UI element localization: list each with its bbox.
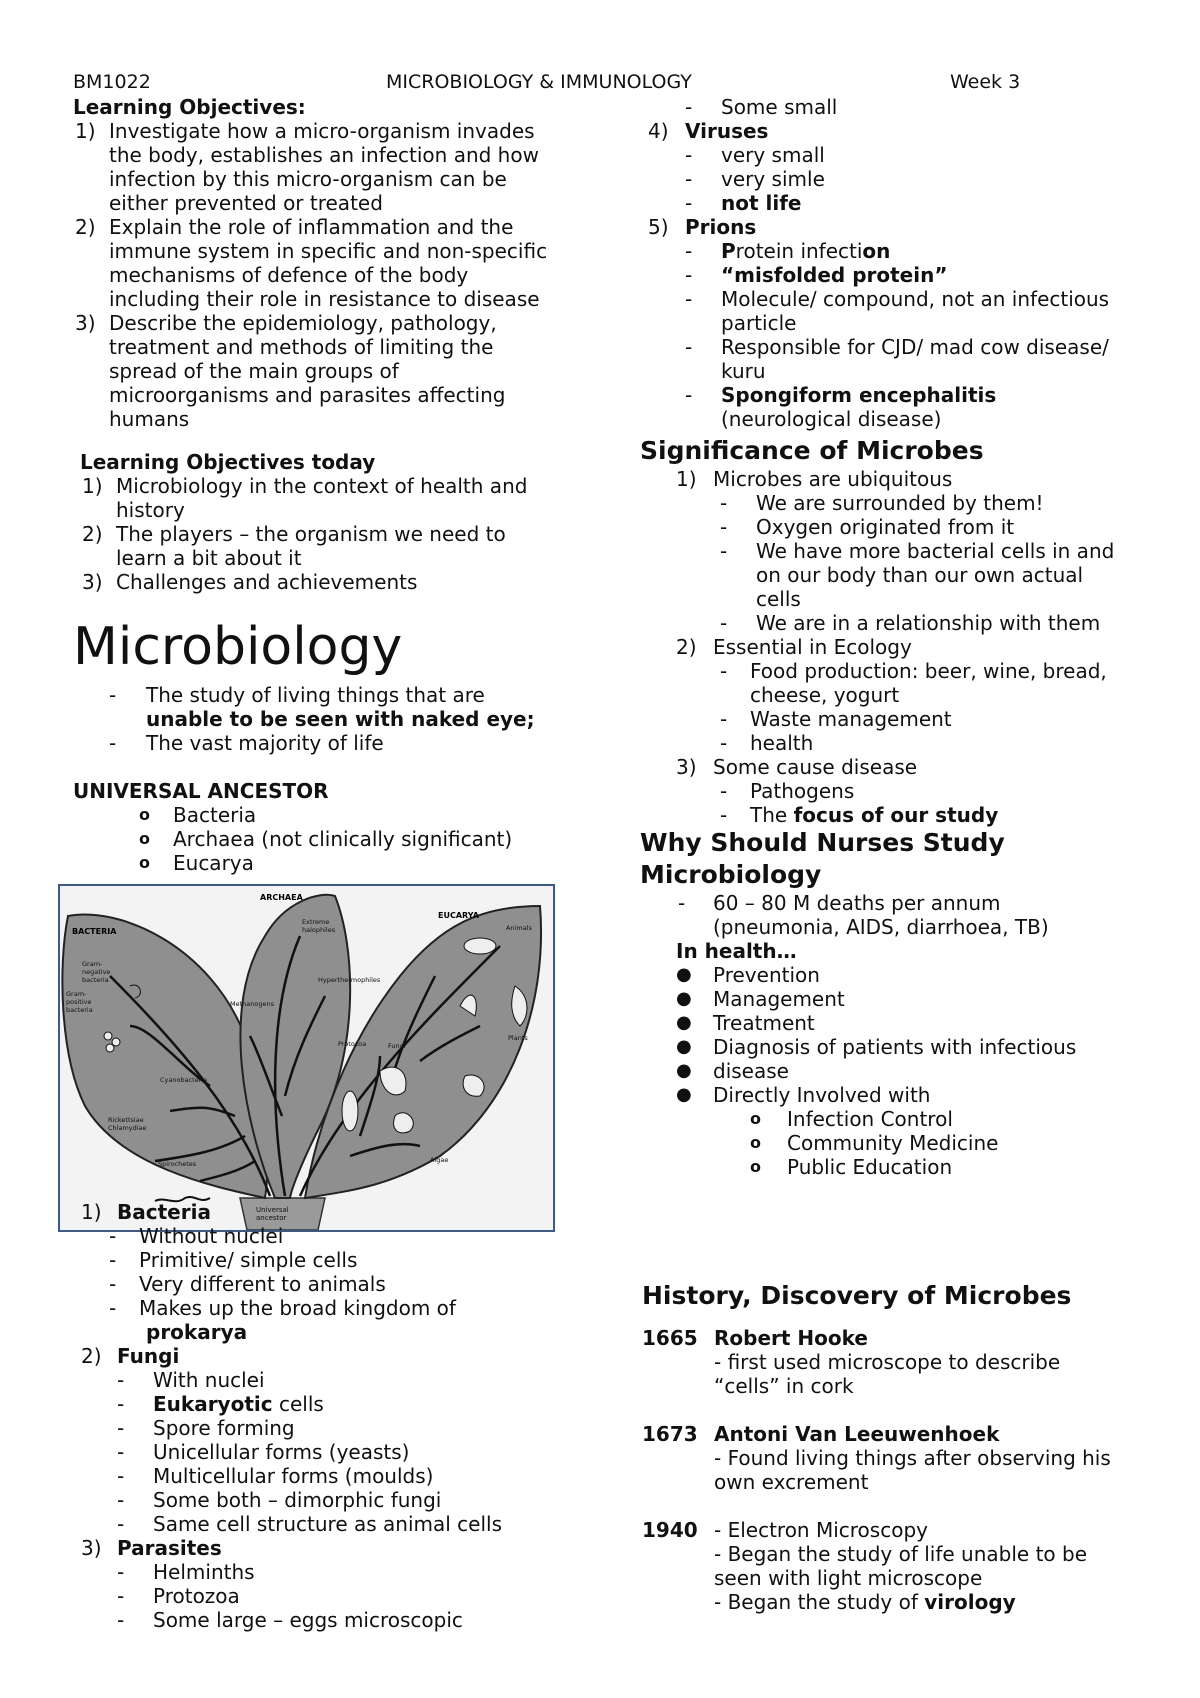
week-label: Week 3 [950,71,1021,93]
sig-subitem: The focus of our study [750,803,999,827]
health-item: Treatment [713,1011,815,1035]
history-heading: History, Discovery of Microbes [642,1281,1072,1310]
objective-item: Describe the epidemiology, pathology, [109,311,497,335]
sig-subitem: Food production: beer, wine, bread, [750,659,1107,683]
viruses-heading: Viruses [685,119,769,143]
objective-item: treatment and methods of limiting the [109,335,494,359]
learning-objectives-today: Learning Objectives today 1) Microbiology in the context of health and history 2) The players – the organism we need to learn a bit about it 3) Challenges and achievements [80,450,600,594]
prion-item: “misfolded protein” [721,263,948,287]
sig-subitem: health [750,731,814,755]
sig-subitem: Pathogens [750,779,855,803]
objective-item: Challenges and achievements [116,570,418,594]
svg-text:Fungi: Fungi [388,1042,406,1050]
objective-item: Explain the role of inflammation and the [109,215,514,239]
objective-item: the body, establishes an infection and how [109,143,539,167]
ua-item: Archaea (not clinically significant) [173,827,513,851]
sig-subitem: We are in a relationship with them [756,611,1101,635]
ua-item: Eucarya [173,851,254,875]
objective-item: Investigate how a micro-organism invades [109,119,535,143]
why-heading-2: Microbiology [640,860,822,889]
objective-item: including their role in resistance to disease [109,287,540,311]
right-column: - Some small 4) Viruses - very small - very simle - not life 5) Prions - Protein infection - “misfolded protein” - Molecule/ compound, not an infectious particle - Responsible for CJD/ mad cow disease/ kuru - Spongiform encephalitis (neurological disease) Significance of Microbes 1) Microbes are ubiquitous - We are surrounded by them! - Oxygen originated from it - We have more bacterial cells in and on our body than our own actual cells - We are in a relationship with them 2) Essential in Ecology - Food production: beer, wine, bread, cheese, yogurt - Waste management - health 3) Some cause disease - Pathogens - The focus of our study Why Should Nurses Study Microbiology - 60 – 80 M deaths per annum (pneumonia, AIDS, diarrhoea, TB) In health… ● Prevention ● Management ● Treatment ● Diagnosis of patients with infectious ● disease ● Directly Involved with o Infection Control o Community Medicine o Public Education [640,95,1180,1179]
prion-item: Spongiform encephalitis [721,383,997,407]
leeuwenhoek: Antoni Van Leeuwenhoek [714,1422,1000,1446]
bacteria-heading: Bacteria [117,1200,211,1224]
svg-text:Spirochetes: Spirochetes [158,1160,197,1168]
objective-item: learn a bit about it [116,546,302,570]
svg-text:halophiles: halophiles [302,926,336,934]
robert-hooke: Robert Hooke [714,1326,868,1350]
bacteria-item: Makes up the broad kingdom of [139,1296,456,1320]
sig-subitem: cells [756,587,801,611]
fungi-item: Same cell structure as animal cells [153,1512,502,1536]
virus-item: very small [721,143,825,167]
objective-item: spread of the main groups of [109,359,399,383]
health-item: disease [713,1059,789,1083]
objective-item: immune system in specific and non-specific [109,239,548,263]
bacteria-item: Very different to animals [139,1272,386,1296]
svg-text:bacteria: bacteria [82,976,109,984]
fungi-item: Multicellular forms (moulds) [153,1464,434,1488]
lo-heading: Learning Objectives: [73,95,306,119]
svg-text:positive: positive [66,998,92,1006]
prions-heading: Prions [685,215,757,239]
course-code: BM1022 [73,71,151,93]
svg-text:Methanogens: Methanogens [230,1000,274,1008]
svg-text:ancestor: ancestor [256,1214,287,1222]
in-health-heading: In health… [676,939,797,963]
lot-heading: Learning Objectives today [80,450,376,474]
parasites-heading: Parasites [117,1536,222,1560]
not-life: not life [721,191,802,215]
prion-item: Molecule/ compound, not an infectious [721,287,1110,311]
significance-heading: Significance of Microbes [640,436,984,465]
year-1940: 1940 [642,1518,698,1542]
svg-text:Protozoa: Protozoa [338,1040,367,1048]
involved-item: Infection Control [787,1107,953,1131]
ua-heading: UNIVERSAL ANCESTOR [73,779,329,803]
learning-objectives: Learning Objectives: 1) Investigate how a micro-organism invades the body, establishes an infection and how infection by this micro-organism can be either prevented or treated 2) Explain the role of inflammation and the immune system in specific and non-specific mechanisms of defence of the body including their role in resistance to disease 3) Describe the epidemiology, pathology, treatment and methods of limiting the spread of the main groups of microorganisms and parasites affecting humans [73,95,593,431]
microbiology-title: Microbiology [73,617,403,677]
parasites-item: Some large – eggs microscopic [153,1608,463,1632]
fungi-item: Spore forming [153,1416,295,1440]
year-1673: 1673 [642,1422,698,1446]
fungi-item: With nuclei [153,1368,265,1392]
health-item: Prevention [713,963,820,987]
objective-item: mechanisms of defence of the body [109,263,469,287]
svg-text:negative: negative [82,968,111,976]
objective-item: history [116,498,185,522]
fungi-item: Eukaryotic cells [153,1392,324,1416]
svg-text:Cyanobacteria: Cyanobacteria [160,1076,208,1084]
svg-text:Chlamydiae: Chlamydiae [108,1124,147,1132]
health-item: Directly Involved with [713,1083,931,1107]
sig-subitem: Oxygen originated from it [756,515,1015,539]
sig-item: Microbes are ubiquitous [713,467,953,491]
involved-item: Public Education [787,1155,953,1179]
svg-text:BACTERIA: BACTERIA [72,927,117,936]
microbiology-section: Microbiology - The study of living things that are unable to be seen with naked eye; - The vast majority of life UNIVERSAL ANCESTOR o Bacteria o Archaea (not clinically significant) o Eucarya [73,617,593,875]
organism-groups-left: 1) Bacteria - Without nuclei - Primitive/ simple cells - Very different to animals - Makes up the broad kingdom of prokarya 2) Fungi - With nuclei - Eukaryotic cells - Spore forming - Unicellular forms (yeasts) - Multicellular forms (moulds) - Some both – dimorphic fungi - Same cell structure as animal cells 3) Parasites - Helminths - Protozoa - Some large – eggs microscopic [81,1200,502,1632]
svg-text:Gram-: Gram- [82,960,103,968]
virus-item: very simle [721,167,825,191]
sig-subitem: on our body than our own actual [756,563,1084,587]
svg-text:Gram-: Gram- [66,990,87,998]
some-small: Some small [721,95,838,119]
svg-text:ARCHAEA: ARCHAEA [260,893,303,902]
tree-of-life-figure [58,884,555,1232]
sig-subitem: Waste management [750,707,952,731]
objective-item: humans [109,407,190,431]
health-item: Management [713,987,845,1011]
prion-item: Protein infection [721,239,891,263]
sig-item: Some cause disease [713,755,918,779]
micro-def-3: The vast majority of life [146,731,384,755]
prion-item: Responsible for CJD/ mad cow disease/ [721,335,1109,359]
svg-text:bacteria: bacteria [66,1006,93,1014]
svg-text:Rickettsiae: Rickettsiae [108,1116,144,1124]
svg-text:Extreme: Extreme [302,918,330,926]
svg-text:Hyperthermophiles: Hyperthermophiles [318,976,381,984]
bacteria-item: Primitive/ simple cells [139,1248,358,1272]
objective-item: either prevented or treated [109,191,383,215]
svg-text:Animals: Animals [506,924,532,932]
parasites-item: Helminths [153,1560,255,1584]
course-title: MICROBIOLOGY & IMMUNOLOGY [386,71,692,93]
sig-subitem: We are surrounded by them! [756,491,1044,515]
year-1665: 1665 [642,1326,698,1350]
fungi-heading: Fungi [117,1344,180,1368]
why-heading-1: Why Should Nurses Study [640,828,1005,857]
svg-text:EUCARYA: EUCARYA [438,911,479,920]
deaths-stat: 60 – 80 M deaths per annum [713,891,1001,915]
ua-item: Bacteria [173,803,257,827]
objective-item: The players – the organism we need to [116,522,506,546]
involved-item: Community Medicine [787,1131,999,1155]
sig-item: Essential in Ecology [713,635,912,659]
micro-def-1: The study of living things that are [146,683,485,707]
prokarya-term: prokarya [146,1320,248,1344]
sig-subitem: We have more bacterial cells in and [756,539,1115,563]
sig-subitem: cheese, yogurt [750,683,900,707]
svg-text:Universal: Universal [256,1206,289,1214]
objective-item: microorganisms and parasites affecting [109,383,506,407]
micro-def-2: unable to be seen with naked eye; [146,707,535,731]
health-item: Diagnosis of patients with infectious [713,1035,1077,1059]
fungi-item: Unicellular forms (yeasts) [153,1440,410,1464]
fungi-item: Some both – dimorphic fungi [153,1488,442,1512]
history-section: History, Discovery of Microbes 1665 Robert Hooke - first used microscope to describe “cells” in cork 1673 Antoni Van Leeuwenhoek - Found living things after observing his own excrement 1940 - Electron Microscopy - Began the study of life unable to be seen with light microscope - Began the study of virology [642,1280,1182,1614]
parasites-item: Protozoa [153,1584,240,1608]
objective-item: infection by this micro-organism can be [109,167,507,191]
objective-item: Microbiology in the context of health and [116,474,528,498]
svg-text:Algae: Algae [430,1156,449,1164]
bacteria-item: Without nuclei [139,1224,284,1248]
svg-text:Plants: Plants [508,1034,528,1042]
